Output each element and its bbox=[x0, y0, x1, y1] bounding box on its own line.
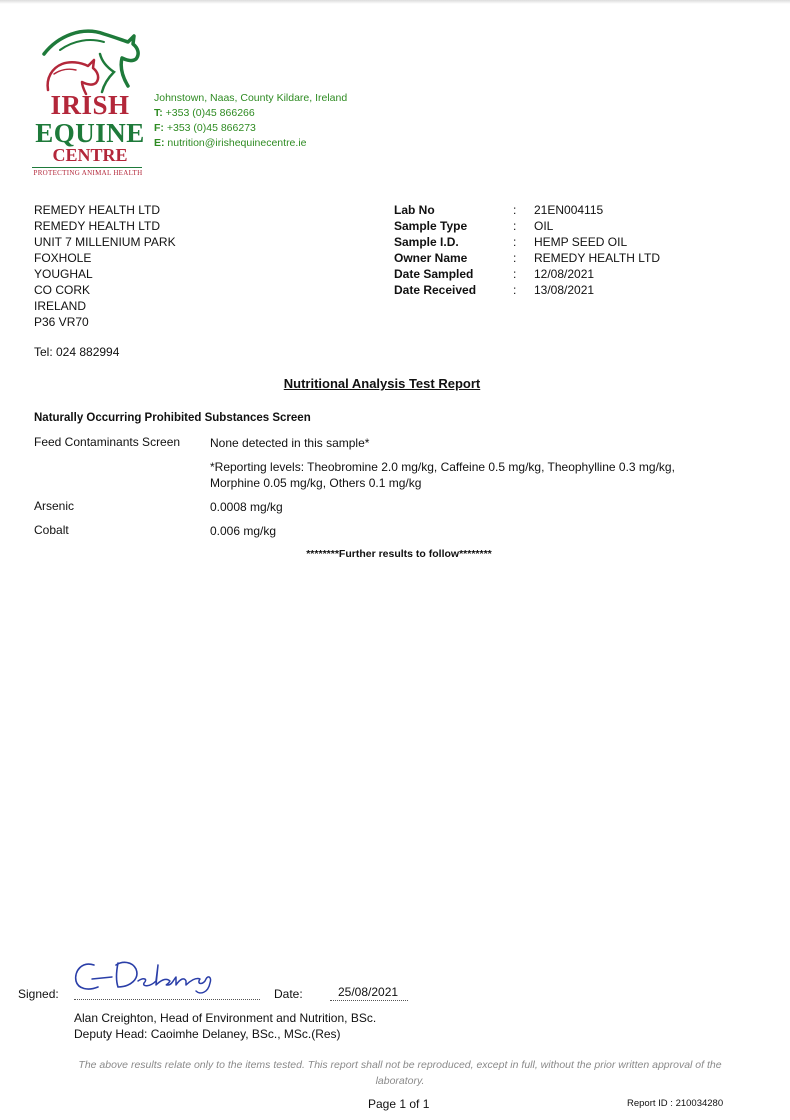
irish-equine-centre-logo bbox=[30, 28, 150, 182]
lab-detail-label: Owner Name bbox=[394, 251, 468, 265]
logo-tagline: PROTECTING ANIMAL HEALTH bbox=[33, 169, 143, 177]
signatory-deputy: Deputy Head: Caoimhe Delaney, BSc., MSc.(Res) bbox=[74, 1027, 341, 1041]
footnote-line: Morphine 0.05 mg/kg, Others 0.1 mg/kg bbox=[210, 476, 422, 490]
address-line: IRELAND bbox=[34, 299, 87, 313]
logo-word-equine: EQUINE bbox=[35, 118, 145, 148]
reporting-levels-footnote bbox=[210, 459, 730, 491]
signature-date: 25/08/2021 bbox=[338, 985, 399, 999]
lab-detail-label: Lab No bbox=[394, 203, 435, 217]
logo-word-centre: CENTRE bbox=[52, 145, 128, 165]
signed-label: Signed: bbox=[18, 987, 59, 1001]
handwritten-signature bbox=[72, 955, 232, 997]
lab-email[interactable]: E: nutrition@irishequinecentre.ie bbox=[154, 137, 307, 149]
address-line: P36 VR70 bbox=[34, 315, 89, 329]
lab-details-table bbox=[394, 202, 774, 298]
page-number: Page 1 of 1 bbox=[368, 1097, 430, 1111]
address-line: REMEDY HEALTH LTD bbox=[34, 219, 161, 233]
lab-detail-separator: : bbox=[513, 235, 517, 249]
lab-detail-value: 21EN004115 bbox=[534, 203, 604, 217]
address-line: FOXHOLE bbox=[34, 251, 92, 265]
report-title: Nutritional Analysis Test Report bbox=[283, 376, 481, 391]
lab-detail-value: 12/08/2021 bbox=[534, 267, 595, 281]
lab-detail-value: REMEDY HEALTH LTD bbox=[534, 251, 661, 265]
lab-detail-value: 13/08/2021 bbox=[534, 283, 595, 297]
top-edge-shadow bbox=[0, 0, 790, 4]
address-line: UNIT 7 MILLENIUM PARK bbox=[34, 235, 176, 249]
signature-line bbox=[74, 993, 260, 1000]
report-id: Report ID : 210034280 bbox=[627, 1098, 724, 1109]
further-results-note: ********Further results to follow******** bbox=[306, 548, 492, 560]
signatory-head: Alan Creighton, Head of Environment and Nutrition, BSc. bbox=[74, 1011, 377, 1025]
signatories bbox=[74, 1010, 376, 1042]
lab-detail-row bbox=[394, 250, 774, 266]
lab-detail-separator: : bbox=[513, 219, 517, 233]
lab-detail-row bbox=[394, 282, 774, 298]
lab-detail-label: Sample Type bbox=[394, 219, 468, 233]
result-label: Feed Contaminants Screen bbox=[34, 435, 181, 449]
lab-detail-separator: : bbox=[513, 283, 517, 297]
address-line: CO CORK bbox=[34, 283, 91, 297]
disclaimer bbox=[60, 1057, 740, 1089]
section-heading: Naturally Occurring Prohibited Substances Screen bbox=[34, 412, 311, 424]
client-tel: Tel: 024 882994 bbox=[34, 345, 120, 359]
lab-detail-label: Date Sampled bbox=[394, 267, 474, 281]
lab-detail-row bbox=[394, 218, 774, 234]
result-value: 0.006 mg/kg bbox=[210, 524, 277, 538]
logo-divider bbox=[32, 167, 142, 168]
disclaimer-line: The above results relate only to the items tested. This report shall not be reproduced, except in full, without the prior written approval of the bbox=[78, 1059, 722, 1071]
lab-detail-separator: : bbox=[513, 267, 517, 281]
result-value: 0.0008 mg/kg bbox=[210, 500, 283, 514]
address-line: YOUGHAL bbox=[34, 267, 93, 281]
date-line bbox=[330, 994, 408, 1001]
lab-detail-row bbox=[394, 234, 774, 250]
client-address bbox=[34, 202, 176, 330]
result-value: None detected in this sample* bbox=[210, 436, 370, 450]
date-label: Date: bbox=[274, 987, 303, 1001]
result-label: Arsenic bbox=[34, 499, 75, 513]
lab-address: Johnstown, Naas, County Kildare, Ireland bbox=[154, 92, 348, 104]
horse-heads-icon bbox=[30, 28, 150, 98]
lab-detail-label: Sample I.D. bbox=[394, 235, 459, 249]
lab-phone: T: +353 (0)45 866266 bbox=[154, 107, 255, 119]
lab-detail-value: OIL bbox=[534, 219, 554, 233]
address-line: REMEDY HEALTH LTD bbox=[34, 203, 161, 217]
lab-fax: F: +353 (0)45 866273 bbox=[154, 122, 256, 134]
lab-contact-block bbox=[154, 91, 347, 151]
lab-detail-row bbox=[394, 202, 774, 218]
disclaimer-line: laboratory. bbox=[375, 1075, 425, 1087]
logo-word-irish: IRISH bbox=[50, 90, 130, 120]
footnote-line: *Reporting levels: Theobromine 2.0 mg/kg, Caffeine 0.5 mg/kg, Theophylline 0.3 mg/kg, bbox=[210, 460, 675, 474]
lab-detail-label: Date Received bbox=[394, 283, 477, 297]
lab-detail-value: HEMP SEED OIL bbox=[534, 235, 628, 249]
lab-detail-separator: : bbox=[513, 203, 517, 217]
lab-detail-row bbox=[394, 266, 774, 282]
result-label: Cobalt bbox=[34, 523, 69, 537]
lab-detail-separator: : bbox=[513, 251, 517, 265]
